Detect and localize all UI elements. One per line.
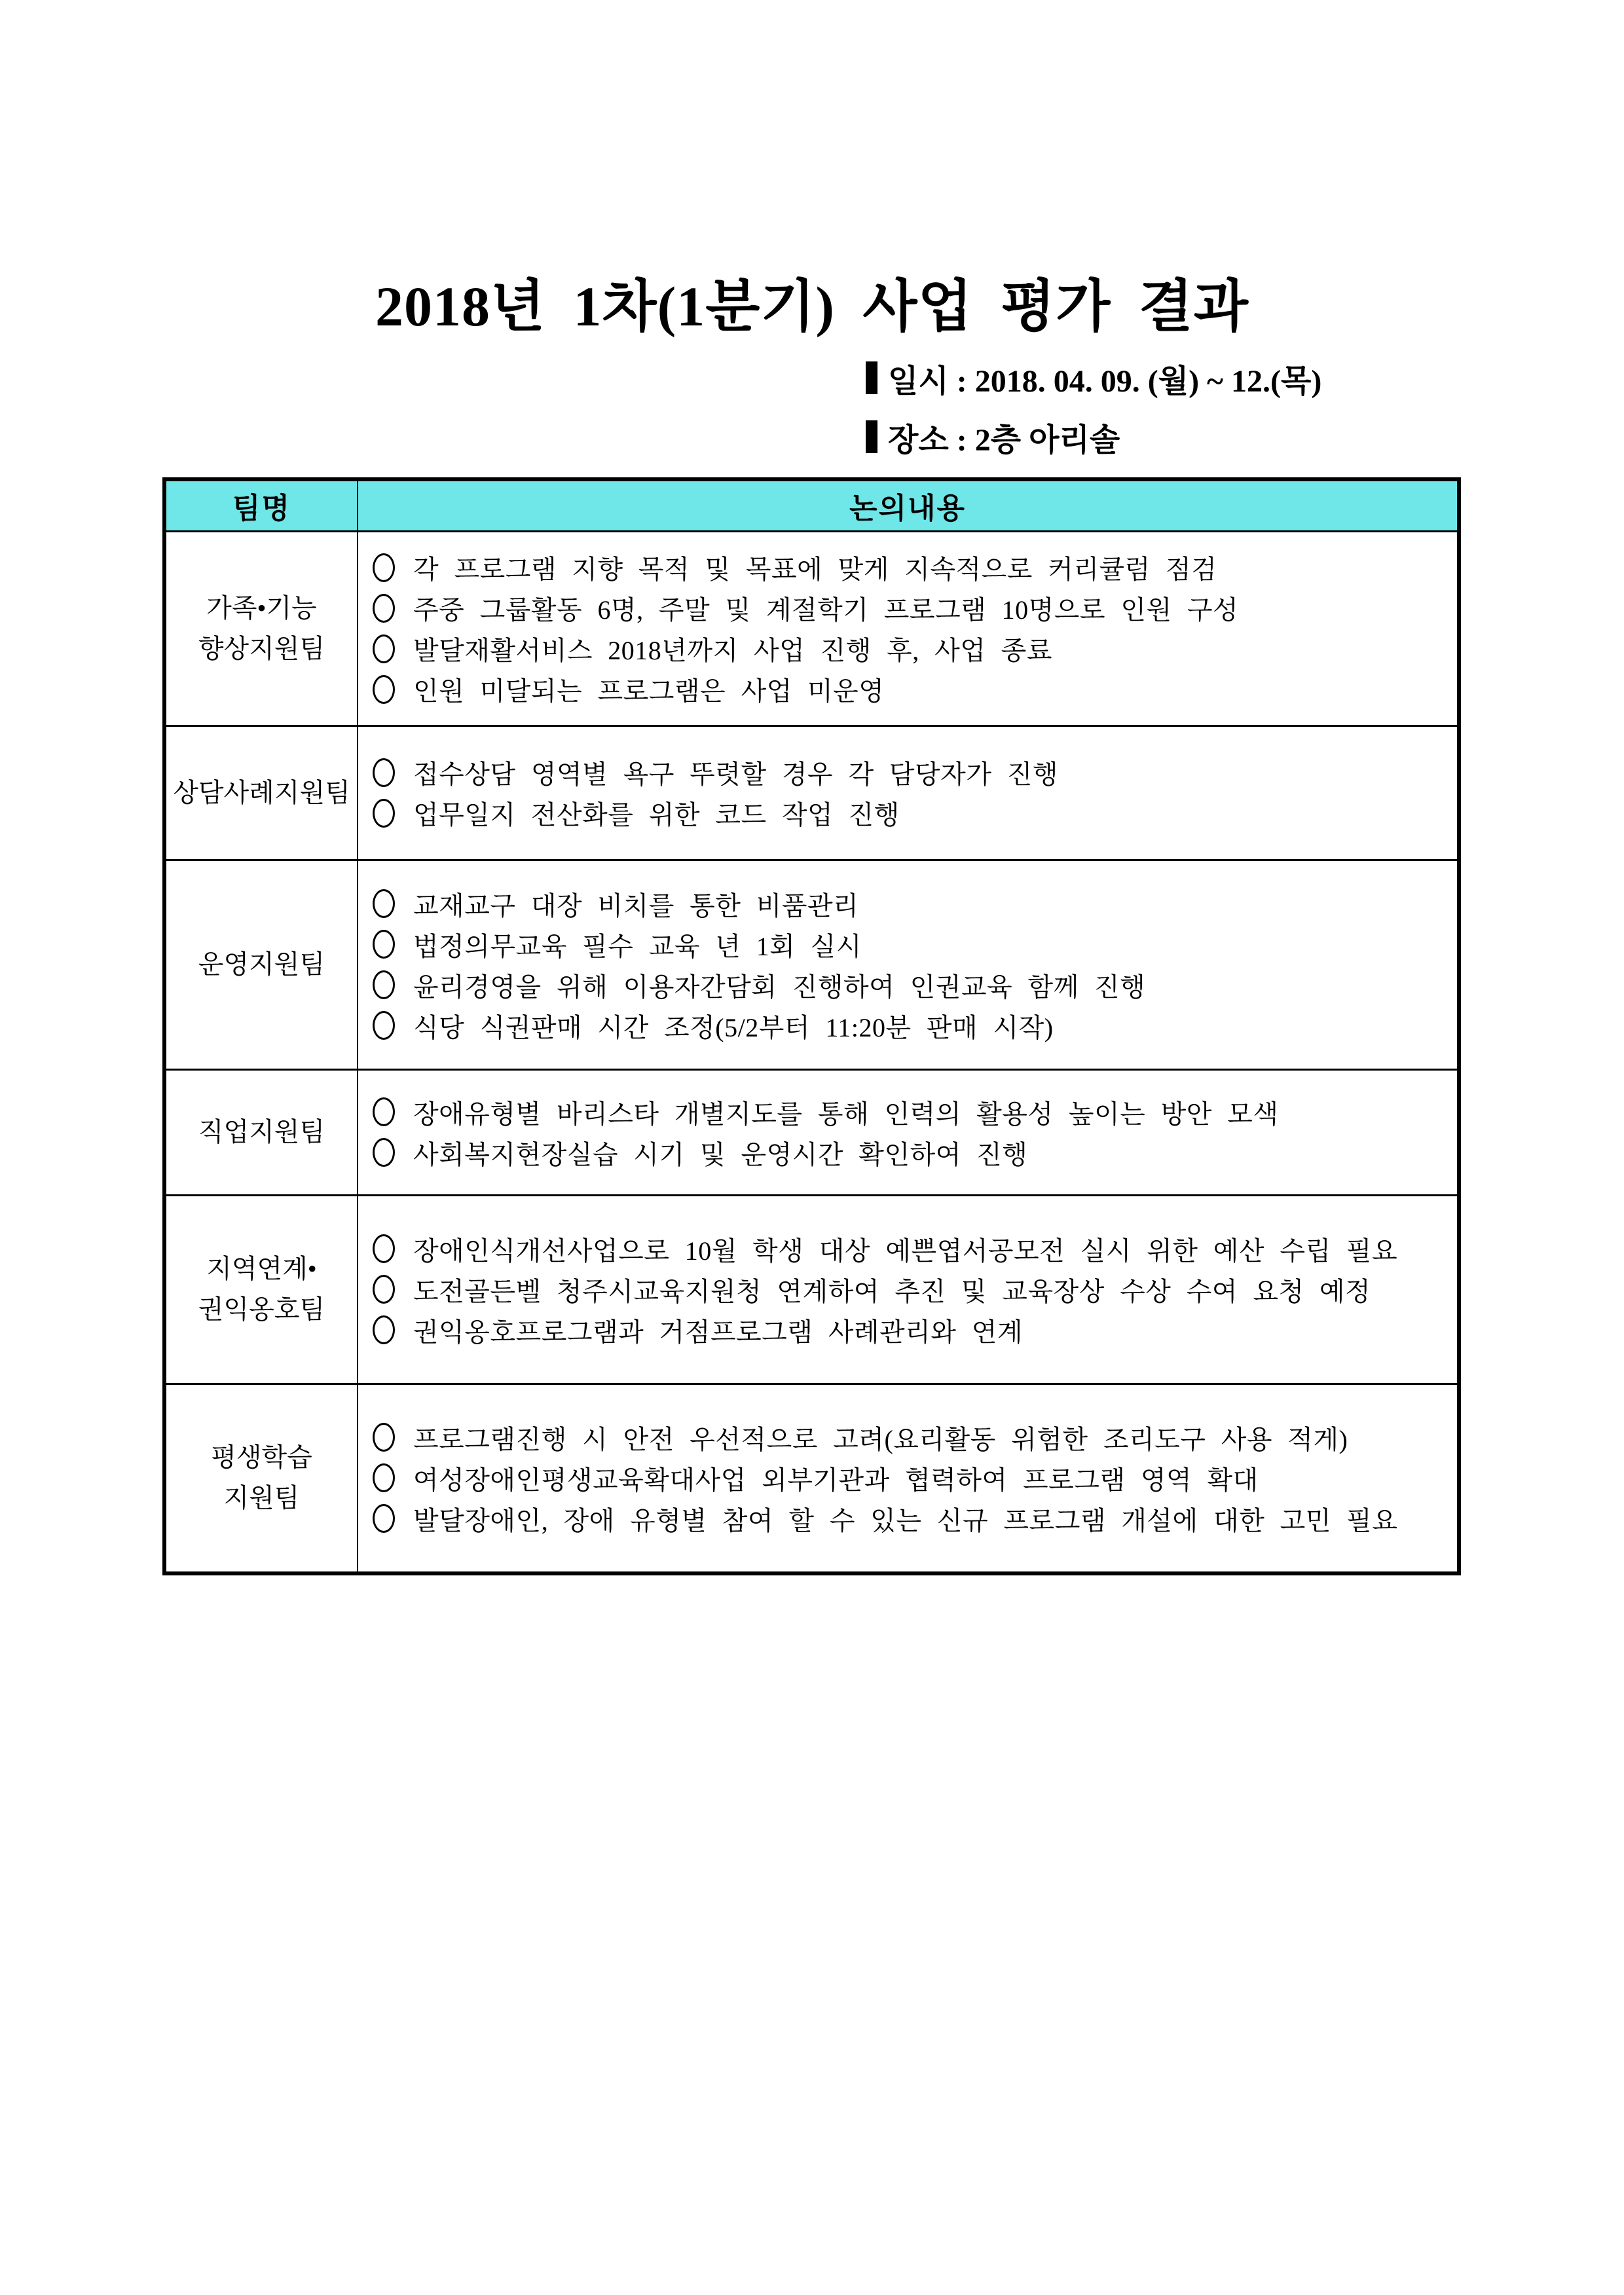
circle-bullet-icon bbox=[373, 1097, 395, 1126]
bullet-text: 인원 미달되는 프로그램은 사업 미운영 bbox=[413, 676, 885, 706]
team-name-line: 권익옹호팀 bbox=[198, 1294, 325, 1324]
bullet-text: 법정의무교육 필수 교육 년 1회 실시 bbox=[413, 931, 862, 961]
bullet-item bbox=[373, 793, 1450, 834]
meta-line-place bbox=[866, 407, 1321, 466]
circle-bullet-icon bbox=[373, 1463, 395, 1492]
circle-bullet-icon bbox=[373, 1011, 395, 1040]
team-name-cell bbox=[164, 1069, 358, 1195]
table-row bbox=[164, 860, 1459, 1069]
team-name-line: 지역연계• bbox=[206, 1254, 317, 1283]
discussion-cell bbox=[358, 1069, 1459, 1195]
bullet-text: 사회복지현장실습 시기 및 운영시간 확인하여 진행 bbox=[413, 1139, 1028, 1169]
bullet-item bbox=[373, 964, 1450, 1005]
team-name-cell bbox=[164, 531, 358, 725]
bullet-text: 식당 식권판매 시간 조정(5/2부터 11:20분 판매 시작) bbox=[413, 1012, 1054, 1042]
team-name-line: 상담사례지원팀 bbox=[173, 777, 350, 807]
bullet-item bbox=[373, 1417, 1450, 1458]
bullet-text: 윤리경영을 위해 이용자간담회 진행하여 인권교육 함께 진행 bbox=[413, 972, 1146, 1002]
bullet-item bbox=[373, 1132, 1450, 1173]
table-row bbox=[164, 1069, 1459, 1195]
bullet-text: 여성장애인평생교육확대사업 외부기관과 협력하여 프로그램 영역 확대 bbox=[413, 1465, 1259, 1495]
bullet-text: 도전골든벨 청주시교육지원청 연계하여 추진 및 교육장상 수상 수여 요청 예정 bbox=[413, 1276, 1371, 1306]
bullet-item bbox=[373, 1498, 1450, 1539]
header-cell-team: 팀명 bbox=[164, 479, 358, 531]
bullet-text: 각 프로그램 지향 목적 및 목표에 맞게 지속적으로 커리큘럼 점검 bbox=[413, 555, 1217, 584]
bullet-text: 프로그램진행 시 안전 우선적으로 고려(요리활동 위험한 조리도구 사용 적게) bbox=[413, 1424, 1348, 1454]
bullet-item bbox=[373, 883, 1450, 924]
circle-bullet-icon bbox=[373, 889, 395, 918]
circle-bullet-icon bbox=[373, 1275, 395, 1304]
bullet-item bbox=[373, 1092, 1450, 1132]
bullet-item bbox=[373, 1005, 1450, 1046]
team-name-cell bbox=[164, 1384, 358, 1573]
header-cell-content: 논의내용 bbox=[358, 479, 1459, 531]
meta-line-date bbox=[866, 348, 1321, 407]
team-name-line: 직업지원팀 bbox=[198, 1117, 325, 1147]
table-row bbox=[164, 725, 1459, 860]
table-row bbox=[164, 1195, 1459, 1384]
circle-bullet-icon bbox=[373, 970, 395, 999]
meta-date-text: 일시 : 2018. 04. 09. (월) ~ 12.(목) bbox=[888, 363, 1322, 399]
bullet-text: 주중 그룹활동 6명, 주말 및 계절학기 프로그램 10명으로 인원 구성 bbox=[413, 595, 1239, 625]
circle-bullet-icon bbox=[373, 758, 395, 787]
black-bar-icon bbox=[866, 361, 877, 394]
circle-bullet-icon bbox=[373, 1315, 395, 1344]
bullet-text: 접수상담 영역별 욕구 뚜렷할 경우 각 담당자가 진행 bbox=[413, 760, 1059, 789]
circle-bullet-icon bbox=[373, 799, 395, 828]
circle-bullet-icon bbox=[373, 1138, 395, 1167]
table-header-row bbox=[164, 479, 1459, 531]
table-row bbox=[164, 531, 1459, 725]
bullet-text: 발달장애인, 장애 유형별 참여 할 수 있는 신규 프로그램 개설에 대한 고민 필요 bbox=[413, 1505, 1398, 1535]
bullet-item bbox=[373, 1269, 1450, 1310]
team-name-line: 가족•기능 bbox=[206, 593, 317, 623]
team-name-line: 평생학습 bbox=[211, 1442, 312, 1473]
table-row bbox=[164, 1384, 1459, 1573]
circle-bullet-icon bbox=[373, 1504, 395, 1533]
circle-bullet-icon bbox=[373, 1234, 395, 1263]
discussion-cell bbox=[358, 725, 1459, 860]
page-title: 2018년 1차(1분기) 사업 평가 결과 bbox=[375, 275, 1249, 338]
team-name-cell bbox=[164, 860, 358, 1069]
discussion-cell bbox=[358, 1195, 1459, 1384]
bullet-list bbox=[373, 547, 1450, 710]
team-name-cell bbox=[164, 725, 358, 860]
bullet-text: 교재교구 대장 비치를 통한 비품관리 bbox=[413, 890, 859, 921]
team-name-line: 지원팀 bbox=[223, 1483, 300, 1513]
discussion-cell bbox=[358, 860, 1459, 1069]
bullet-item bbox=[373, 752, 1450, 793]
bullet-item bbox=[373, 547, 1450, 588]
meta-info bbox=[866, 348, 1321, 466]
evaluation-table bbox=[162, 477, 1461, 1575]
bullet-text: 장애유형별 바리스타 개별지도를 통해 인력의 활용성 높이는 방안 모색 bbox=[413, 1099, 1279, 1129]
bullet-text: 장애인식개선사업으로 10월 학생 대상 예쁜엽서공모전 실시 위한 예산 수립 필요 bbox=[413, 1236, 1398, 1266]
bullet-item bbox=[373, 669, 1450, 710]
discussion-cell bbox=[358, 531, 1459, 725]
bullet-list bbox=[373, 883, 1450, 1046]
circle-bullet-icon bbox=[373, 594, 395, 623]
bullet-item bbox=[373, 1228, 1450, 1269]
bullet-item bbox=[373, 588, 1450, 629]
bullet-list bbox=[373, 1228, 1450, 1350]
bullet-item bbox=[373, 924, 1450, 964]
bullet-text: 업무일지 전산화를 위한 코드 작업 진행 bbox=[413, 800, 900, 830]
circle-bullet-icon bbox=[373, 930, 395, 959]
circle-bullet-icon bbox=[373, 634, 395, 663]
black-bar-icon bbox=[866, 420, 877, 453]
bullet-item bbox=[373, 629, 1450, 669]
circle-bullet-icon bbox=[373, 1423, 395, 1452]
bullet-text: 발달재활서비스 2018년까지 사업 진행 후, 사업 종료 bbox=[413, 636, 1052, 665]
team-name-cell bbox=[164, 1195, 358, 1384]
bullet-list bbox=[373, 752, 1450, 834]
bullet-text: 권익옹호프로그램과 거점프로그램 사례관리와 연계 bbox=[413, 1317, 1023, 1347]
team-name-line: 운영지원팀 bbox=[198, 949, 325, 979]
team-name-line: 향상지원팀 bbox=[198, 633, 325, 663]
bullet-item bbox=[373, 1458, 1450, 1498]
bullet-list bbox=[373, 1417, 1450, 1539]
bullet-list bbox=[373, 1092, 1450, 1173]
discussion-cell bbox=[358, 1384, 1459, 1573]
bullet-item bbox=[373, 1310, 1450, 1350]
meta-place-text: 장소 : 2층 아리솔 bbox=[888, 422, 1120, 458]
circle-bullet-icon bbox=[373, 675, 395, 704]
circle-bullet-icon bbox=[373, 553, 395, 582]
